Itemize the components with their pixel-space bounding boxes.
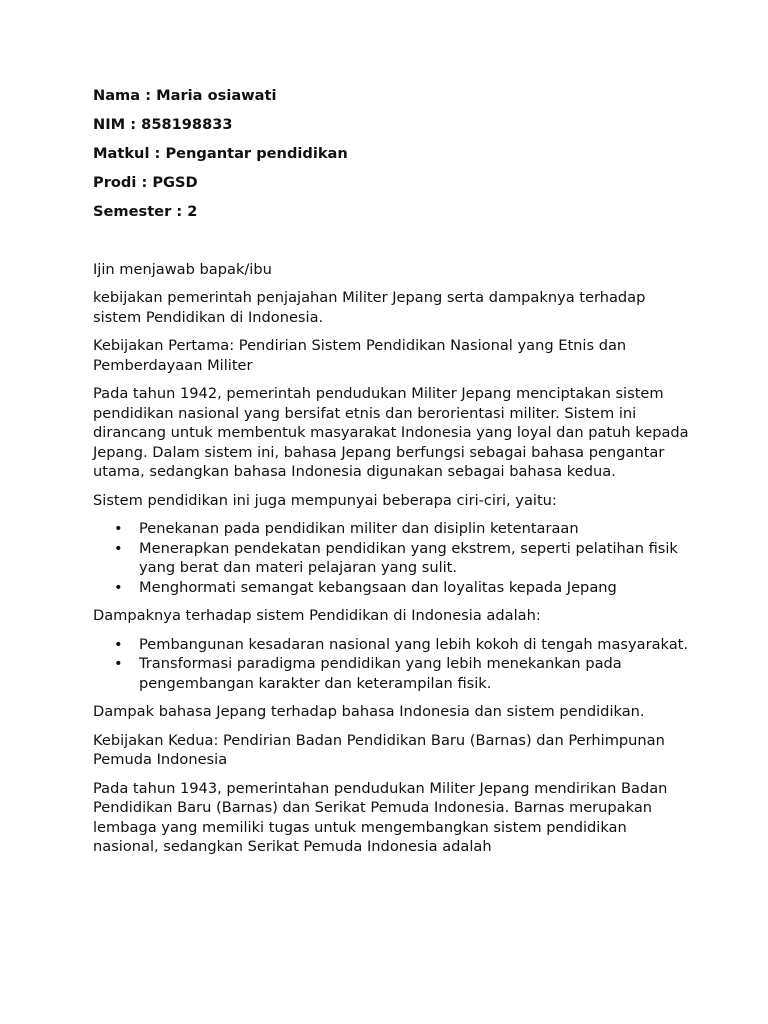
bullet-icon: • [114, 655, 123, 673]
bullet-icon: • [114, 635, 123, 653]
document-page [93, 86, 693, 866]
student-name: Nama : Maria osiawati [93, 87, 277, 104]
list-item-text: Menerapkan pendekatan pendidikan yang ekstrem, seperti pelatihan fisik yang berat dan materi pelajaran yang sulit. [139, 539, 678, 577]
impact-intro: Dampaknya terhadap sistem Pendidikan di Indonesia adalah: [93, 607, 541, 625]
student-info [93, 86, 693, 222]
list-item [93, 578, 693, 598]
course-name: Matkul : Pengantar pendidikan [93, 145, 348, 163]
study-program: Prodi : PGSD [93, 174, 198, 192]
policy-2-title: Kebijakan Kedua: Pendirian Badan Pendidikan Baru (Barnas) dan Perhimpunan Pemuda Indonesia [93, 731, 665, 769]
list-item [93, 519, 693, 539]
bullet-icon: • [114, 520, 123, 538]
list-item-text: Menghormati semangat kebangsaan dan loyalitas kepada Jepang [139, 578, 617, 596]
greeting: Ijin menjawab bapak/ibu [93, 260, 272, 278]
list-item [93, 654, 693, 693]
policy-1-title: Kebijakan Pertama: Pendirian Sistem Pendidikan Nasional yang Etnis dan Pemberdayaan Militer [93, 337, 627, 374]
policy-2-paragraph: Pada tahun 1943, pemerintahan pendudukan Militer Jepang mendirikan Badan Pendidikan Baru (Barnas) dan Serikat Pemuda Indonesia. Barnas merupakan lembaga yang memiliki tugas untuk mengembangkan sistem pendidikan nasional, sedangkan Serikat Pemuda Indonesia adalah [93, 779, 668, 856]
semester: Semester : 2 [93, 203, 198, 221]
list-item-text: Pembangunan kesadaran nasional yang lebih kokoh di tengah masyarakat. [139, 635, 689, 653]
list-item [93, 539, 693, 578]
policy-1-paragraph: Pada tahun 1942, pemerintah pendudukan Militer Jepang menciptakan sistem pendidikan nasional yang bersifat etnis dan berorientasi militer. Sistem ini dirancang untuk membentuk masyarakat Indonesia yang loyal dan patuh kepada Jepang. Dalam sistem ini, bahasa Jepang berfungsi sebagai bahasa pengantar utama, sedangkan bahasa Indonesia digunakan sebagai bahasa kedua. [93, 385, 689, 481]
features-list [93, 519, 693, 597]
features-intro: Sistem pendidikan ini juga mempunyai beberapa ciri-ciri, yaitu: [93, 491, 557, 509]
bullet-icon: • [114, 578, 123, 596]
intro-paragraph: kebijakan pemerintah penjajahan Militer Jepang serta dampaknya terhadap sistem Pendidikan di Indonesia. [93, 289, 646, 326]
student-id: NIM : 858198833 [93, 116, 233, 134]
impacts-list [93, 635, 693, 694]
bullet-icon: • [114, 539, 123, 557]
language-impact-paragraph: Dampak bahasa Jepang terhadap bahasa Indonesia dan sistem pendidikan. [93, 703, 645, 721]
list-item-text: Transformasi paradigma pendidikan yang lebih menekankan pada pengembangan karakter dan keterampilan fisik. [139, 655, 622, 692]
list-item [93, 635, 693, 655]
list-item-text: Penekanan pada pendidikan militer dan disiplin ketentaraan [139, 520, 579, 538]
